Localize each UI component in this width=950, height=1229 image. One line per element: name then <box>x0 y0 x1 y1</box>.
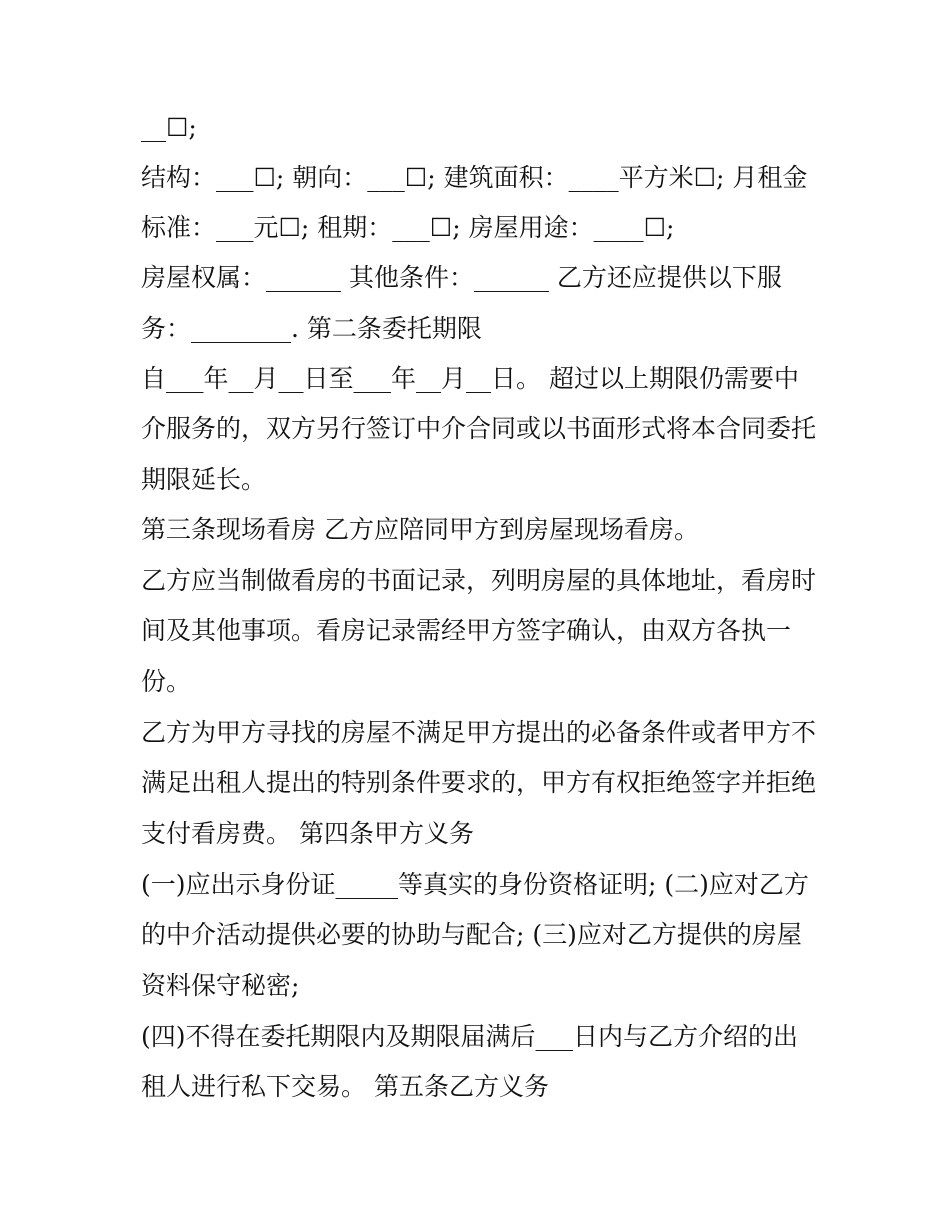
text-line: 满足出租人提出的特别条件要求的，甲方有权拒绝签字并拒绝 <box>141 768 817 797</box>
text-line: 标准：___元☐; 租期：___☐; 房屋用途：____☐; <box>141 213 675 242</box>
text-line: 间及其他事项。看房记录需经甲方签字确认，由双方各执一 <box>141 616 792 645</box>
text-line: (四)不得在委托期限内及期限届满后___日内与乙方介绍的出 <box>141 1022 799 1051</box>
text-line: 结构：___☐; 朝向：___☐; 建筑面积：____平方米☐; 月租金 <box>141 163 808 192</box>
text-line: 自___年__月__日至___年__月__日。 超过以上期限仍需要中 <box>141 364 799 393</box>
text-line: 的中介活动提供必要的协助与配合; (三)应对乙方提供的房屋 <box>141 920 802 949</box>
text-line: 乙方为甲方寻找的房屋不满足甲方提出的必备条件或者甲方不 <box>141 718 817 747</box>
text-line: 务：________. 第二条委托期限 <box>141 314 482 343</box>
text-line: (一)应出示身份证_____等真实的身份资格证明; (二)应对乙方 <box>141 870 809 899</box>
text-line: 期限延长。 <box>141 465 267 494</box>
text-line: __☐; <box>141 113 197 142</box>
text-line: 第三条现场看房 乙方应陪同甲方到房屋现场看房。 <box>141 515 699 544</box>
text-line: 支付看房费。 第四条甲方义务 <box>141 819 474 848</box>
text-line: 租人进行私下交易。 第五条乙方义务 <box>141 1072 549 1101</box>
text-line: 乙方应当制做看房的书面记录，列明房屋的具体地址，看房时 <box>141 566 817 595</box>
text-line: 介服务的，双方另行签订中介合同或以书面形式将本合同委托 <box>141 414 817 443</box>
text-line: 份。 <box>141 667 192 696</box>
text-line: 房屋权属：______ 其他条件：______ 乙方还应提供以下服 <box>141 263 782 292</box>
text-line: 资料保守秘密; <box>141 971 300 1000</box>
